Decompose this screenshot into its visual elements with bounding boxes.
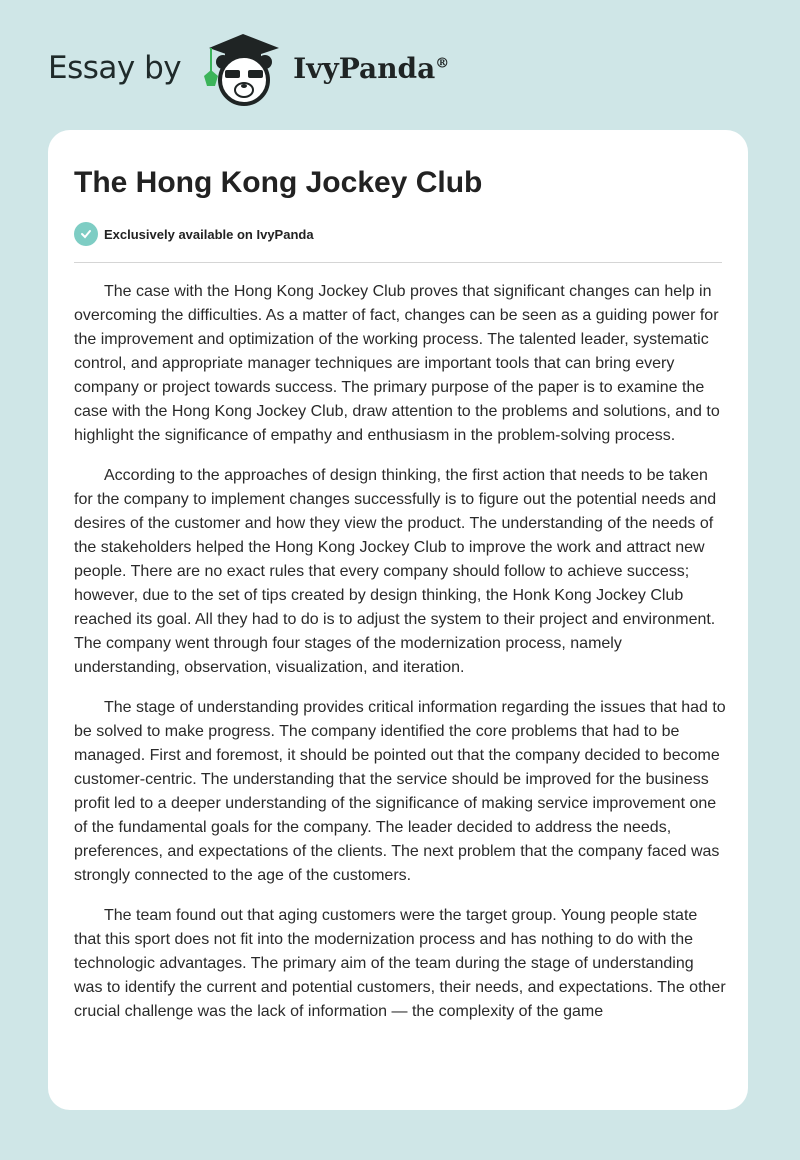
divider: [74, 262, 722, 263]
paragraph: According to the approaches of design thinking, the first action that needs to be taken for the company to implement changes successfully is to figure out the potential needs and desires of the customer and how they view the product. The understanding of the needs of the stakeholders helped the Hong Kong Jockey Club to improve the work and attract new people. There are no exact rules that every company should follow to achieve success; however, due to the set of tips created by design thinking, the Honk Kong Jockey Club reached its goal. All they had to do is to adjust the system to their project and environment. The company went through four stages of the modernization process, namely understanding, observation, visualization, and iteration.: [74, 467, 717, 676]
check-icon: [74, 222, 98, 246]
page-title: The Hong Kong Jockey Club: [74, 166, 483, 199]
paragraph: The stage of understanding provides critical information regarding the issues that had to be solved to make progress. The company identified the core problems that had to be managed. First and foremost, it should be pointed out that the company decided to become customer-centric. The understanding that the service should be improved for the business profit led to a deeper understanding of the significance of making service improvement one of the fundamental goals for the company. The leader decided to address the needs, preferences, and expectations of the clients. The next problem that the company faced was strongly connected to the age of the customers.: [74, 699, 726, 884]
paragraph: The case with the Hong Kong Jockey Club proves that significant changes can help in overcoming the difficulties. As a matter of fact, changes can be seen as a guiding power for the improvement and optimization of the working process. The talented leader, systematic control, and appropriate manager techniques are important tools that can bring every company or project towards success. The primary purpose of the paper is to examine the case with the Hong Kong Jockey Club, draw attention to the problems and solutions, and to highlight the significance of empathy and enthusiasm in the problem-solving process.: [74, 283, 720, 444]
essay-by-label: Essay by: [48, 50, 182, 86]
exclusive-badge: [74, 222, 314, 246]
brand-name: [293, 52, 449, 85]
exclusive-label: Exclusively available on IvyPanda: [104, 226, 314, 242]
paragraph: The team found out that aging customers were the target group. Young people state that this sport does not fit into the modernization process and has nothing to do with the technologic advantages. The primary aim of the team during the stage of understanding was to identify the current and potential customers, their needs, and expectations. The other crucial challenge was the lack of information — the complexity of the game: [74, 907, 726, 1020]
site-header: [48, 28, 449, 108]
registered-mark: ®: [435, 55, 450, 72]
essay-card: [48, 130, 748, 1110]
brand-text: IvyPanda: [293, 51, 436, 85]
ivypanda-logo-icon[interactable]: [199, 28, 287, 108]
essay-body: [74, 280, 726, 1040]
